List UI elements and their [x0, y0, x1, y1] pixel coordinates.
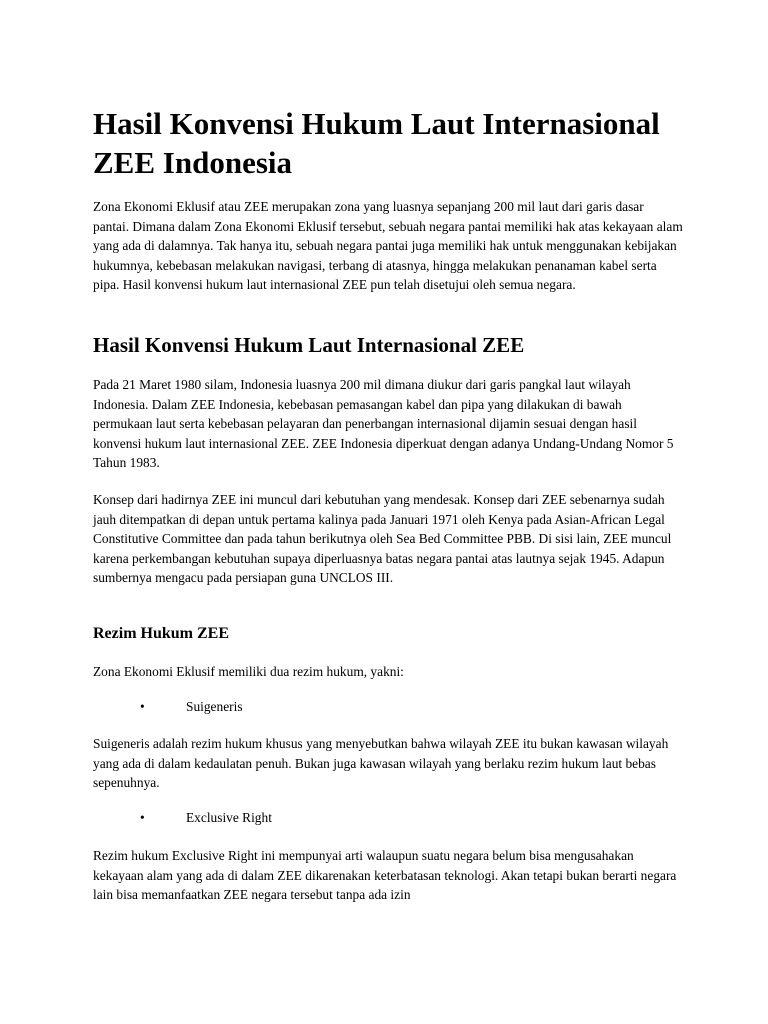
list-item: [93, 697, 683, 717]
section-heading: Hasil Konvensi Hukum Laut Internasional ZEE: [93, 333, 525, 357]
suigeneris-paragraph: Suigeneris adalah rezim hukum khusus yang menyebutkan bahwa wilayah ZEE itu bukan kawasan wilayah yang ada di dalam kedaulatan penuh. Bukan juga kawasan wilayah yang berlaku rezim hukum laut bebas sepenuhnya.: [93, 736, 669, 791]
intro-paragraph: Zona Ekonomi Eklusif atau ZEE merupakan zona yang luasnya sepanjang 200 mil laut dari garis dasar pantai. Dimana dalam Zona Ekonomi Eklusif tersebut, sebuah negara pantai memiliki hak atas kekayaan alam yang ada di dalamnya. Tak hanya itu, sebuah negara pantai juga memiliki hak untuk menggunakan kebijakan hukumnya, kebebasan melakukan navigasi, terbang di atasnya, hingga melakukan penanaman kabel serta pipa. Hasil konvensi hukum laut internasional ZEE pun telah disetujui oleh semua negara.: [93, 199, 683, 293]
bullet-icon: •: [140, 810, 145, 825]
list-item-label: Suigeneris: [186, 699, 243, 714]
exclusive-right-paragraph: Rezim hukum Exclusive Right ini mempunyai arti walaupun suatu negara belum bisa mengusahakan kekayaan alam yang ada di dalam ZEE dikarenakan keterbatasan teknologi. Akan tetapi bukan berarti negara lain bisa memanfaatkan ZEE negara tersebut tanpa ada izin: [93, 848, 677, 903]
subheading-rezim-hukum: Rezim Hukum ZEE: [93, 625, 230, 642]
rezim-intro-paragraph: Zona Ekonomi Eklusif memiliki dua rezim hukum, yakni:: [93, 664, 404, 679]
bullet-icon: •: [140, 699, 145, 714]
document-title: Hasil Konvensi Hukum Laut Internasional ZEE Indonesia: [93, 106, 660, 180]
list-item-label: Exclusive Right: [186, 810, 272, 825]
paragraph-konsep: Konsep dari hadirnya ZEE ini muncul dari kebutuhan yang mendesak. Konsep dari ZEE sebenarnya sudah jauh ditempatkan di depan untuk pertama kalinya pada Januari 1971 oleh Kenya pada Asian-African Legal Constitutive Committee dan pada tahun berikutnya oleh Sea Bed Committee PBB. Di sisi lain, ZEE muncul karena perkembangan kebutuhan supaya diperluasnya batas negara pantai atas lautnya sejak 1945. Adapun sumbernya mengacu pada persiapan guna UNCLOS III.: [93, 492, 672, 586]
paragraph-1980: Pada 21 Maret 1980 silam, Indonesia luasnya 200 mil dimana diukur dari garis pangkal laut wilayah Indonesia. Dalam ZEE Indonesia, kebebasan pemasangan kabel dan pipa yang dilakukan di bawah permukaan laut serta kebebasan pelayaran dan penerbangan internasional dijamin sesuai dengan hasil konvensi hukum laut internasional ZEE. ZEE Indonesia diperkuat dengan adanya Undang-Undang Nomor 5 Tahun 1983.: [93, 377, 674, 471]
list-item: [93, 808, 683, 828]
